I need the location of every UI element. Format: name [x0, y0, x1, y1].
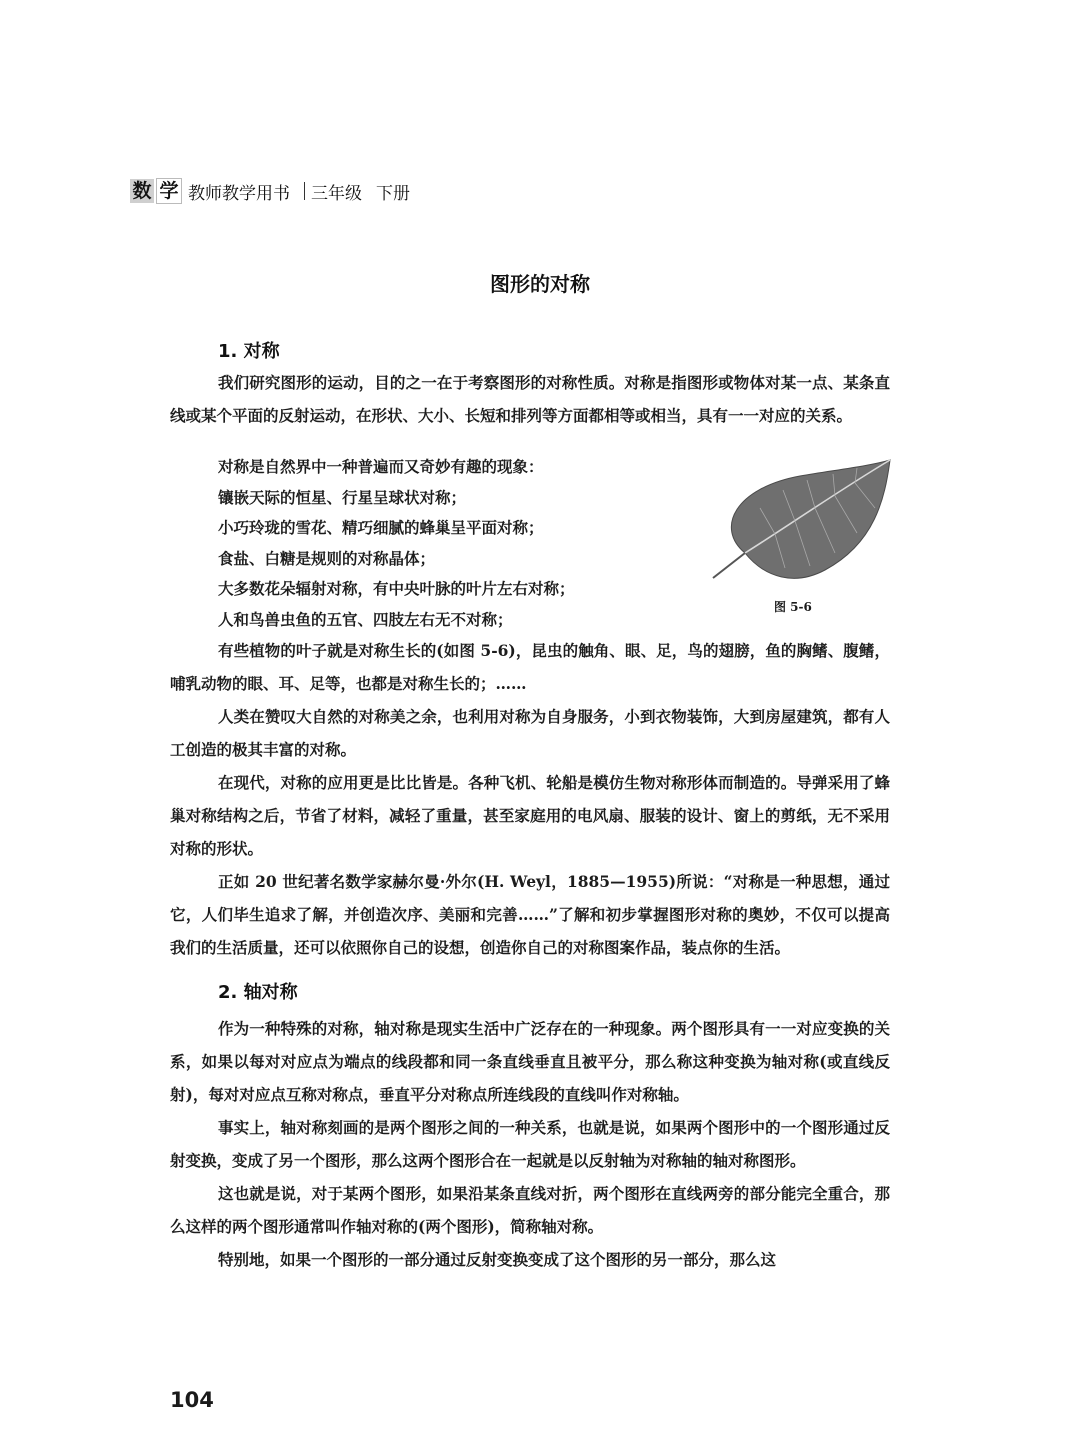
subject-logo — [130, 178, 182, 204]
grade-label: 三年级 — [311, 183, 362, 204]
logo-char-1: 数 — [130, 179, 154, 203]
list-item: 小巧玲珑的雪花、精巧细腻的蜂巢呈平面对称； — [218, 518, 544, 537]
paragraph: 有些植物的叶子就是对称生长的(如图 5-6)，昆虫的触角、眼、足，鸟的翅膀，鱼的胸鳍、腹鳍，哺乳动物的眼、耳、足等，也都是对称生长的；…… — [170, 641, 890, 693]
book-name: 教师教学用书 — [188, 183, 290, 204]
symmetry-examples-list — [218, 452, 575, 635]
section-heading-2: 2. 轴对称 — [218, 982, 298, 1003]
page-title: 图形的对称 — [490, 272, 590, 296]
paragraph: 我们研究图形的运动，目的之一在于考察图形的对称性质。对称是指图形或物体对某一点、某条直线或某个平面的反射运动，在形状、大小、长短和排列等方面都相等或相当，具有一一对应的关系。 — [170, 373, 890, 425]
paragraph: 作为一种特殊的对称，轴对称是现实生活中广泛存在的一种现象。两个图形具有一一对应变换的关系，如果以每对对应点为端点的线段都和同一条直线垂直且被平分，那么称这种变换为轴对称(或直线反射)，每对对应点互称对称点，垂直平分对称点所连线段的直线叫作对称轴。 — [170, 1019, 890, 1104]
paragraph: 特别地，如果一个图形的一部分通过反射变换变成了这个图形的另一部分，那么这 — [218, 1250, 777, 1269]
paragraph: 这也就是说，对于某两个图形，如果沿某条直线对折，两个图形在直线两旁的部分能完全重合，那么这样的两个图形通常叫作轴对称的(两个图形)，简称轴对称。 — [170, 1184, 890, 1236]
list-item: 食盐、白糖是规则的对称晶体； — [218, 548, 436, 568]
list-item: 对称是自然界中一种普遍而又奇妙有趣的现象： — [218, 457, 544, 476]
logo-char-2: 学 — [156, 178, 182, 204]
list-item: 人和鸟兽虫鱼的五官、四肢左右无不对称； — [218, 609, 513, 629]
running-header — [130, 176, 410, 206]
header-divider — [304, 182, 305, 200]
paragraph: 人类在赞叹大自然的对称美之余，也利用对称为自身服务，小到衣物装饰，大到房屋建筑，都有人工创造的极其丰富的对称。 — [170, 707, 890, 759]
paragraph: 事实上，轴对称刻画的是两个图形之间的一种关系，也就是说，如果两个图形中的一个图形通过反射变换，变成了另一个图形，那么这两个图形合在一起就是以反射轴为对称轴的轴对称图形。 — [170, 1118, 890, 1170]
section1-intro — [170, 366, 890, 432]
paragraph: 在现代，对称的应用更是比比皆是。各种飞机、轮船是模仿生物对称形体而制造的。导弹采用了蜂巢对称结构之后，节省了材料，减轻了重量，甚至家庭用的电风扇、服装的设计、窗上的剪纸，无不采用对称的形状。 — [170, 773, 890, 858]
list-item: 镶嵌天际的恒星、行星呈球状对称； — [218, 487, 467, 507]
section2-body — [170, 1012, 890, 1276]
volume-label: 下册 — [376, 183, 410, 204]
section1-body — [170, 634, 890, 964]
figure-caption: 图 5-6 — [774, 600, 812, 614]
paragraph: 正如 20 世纪著名数学家赫尔曼·外尔(H. Weyl，1885—1955)所说：“对称是一种思想，通过它，人们毕生追求了解，并创造次序、美丽和完善……”了解和初步掌握图形对称的奥妙，不仅可以提高我们的生活质量，还可以依照你自己的设想，创造你自己的对称图案作品，装点你的生活。 — [170, 872, 890, 957]
list-item: 大多数花朵辐射对称，有中央叶脉的叶片左右对称； — [218, 579, 575, 598]
page-number: 104 — [170, 1388, 214, 1412]
section-heading-1: 1. 对称 — [218, 341, 280, 362]
leaf-figure — [705, 458, 895, 588]
